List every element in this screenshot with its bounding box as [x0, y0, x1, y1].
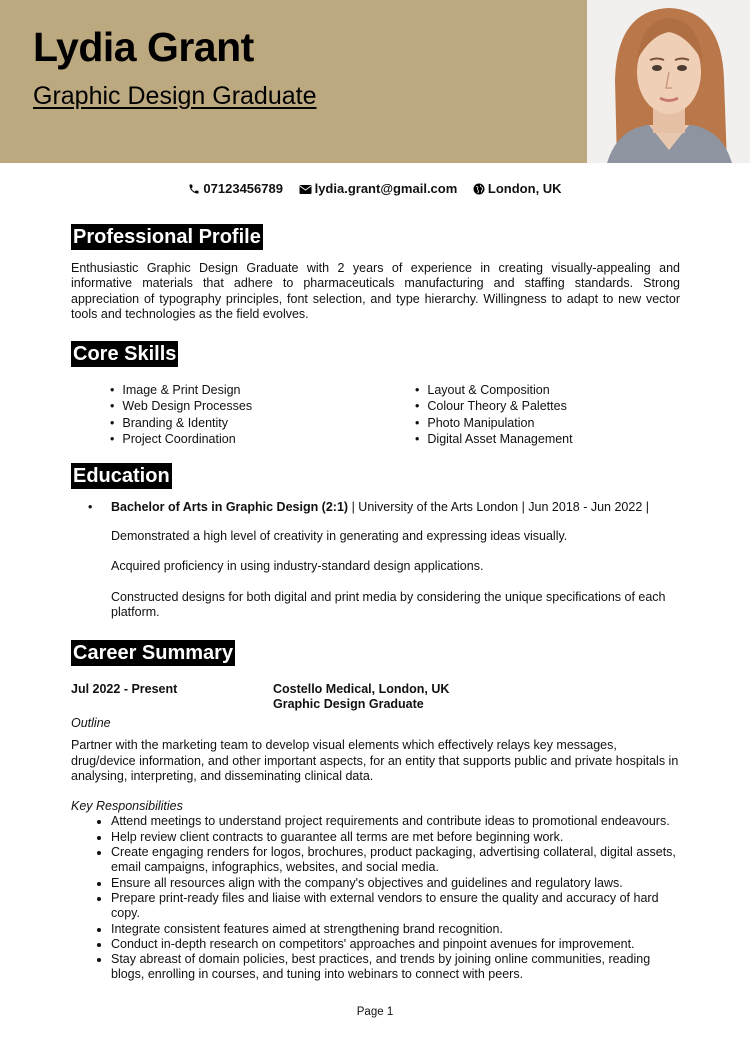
skill-item: • Project Coordination [110, 431, 252, 447]
skill-item: • Web Design Processes [110, 398, 252, 414]
profile-heading: Professional Profile [73, 226, 261, 248]
phone-text: 07123456789 [203, 181, 283, 196]
phone-icon [188, 183, 200, 195]
location-text: London, UK [487, 181, 562, 196]
profile-text: Enthusiastic Graphic Design Graduate with 2 years of experience in creating visually-appealing and informative materials that adhere to pharmaceuticals manufacturing and staffing standards. Strong appreciation of typography principles, font selection, and type hierarchy. Willingness to adapt to new vector tools and technologies as the field evolves. [71, 261, 680, 321]
job-dates: Jul 2022 - Present [71, 682, 178, 696]
skill-item: • Photo Manipulation [415, 415, 573, 431]
job-company: Costello Medical, London, UK [273, 682, 450, 696]
career-heading: Career Summary [73, 642, 234, 664]
responsibility-item: • Prepare print-ready files and liaise with external vendors to ensure the quality and accuracy of hard copy. [111, 891, 683, 922]
skills-list-left [110, 382, 252, 447]
education-entry [88, 500, 688, 620]
email-text: lydia.grant@gmail.com [314, 181, 458, 196]
education-points [111, 529, 688, 620]
career-section [71, 640, 235, 666]
outline-label: Outline [71, 716, 111, 730]
career-entry [71, 682, 683, 983]
header-banner [0, 0, 587, 163]
contact-location [473, 181, 562, 196]
skill-item: • Digital Asset Management [415, 431, 573, 447]
candidate-title: Graphic Design Graduate [33, 82, 317, 110]
degree-name: Bachelor of Arts in Graphic Design (2:1) [111, 500, 349, 514]
education-heading: Education [73, 465, 170, 487]
education-title [88, 500, 688, 514]
bullet: • [88, 500, 93, 514]
page-number: Page 1 [356, 1006, 394, 1018]
skills-heading: Core Skills [73, 343, 177, 365]
responsibilities-list [71, 814, 683, 982]
candidate-name: Lydia Grant [33, 24, 254, 70]
skills-section [71, 341, 178, 367]
profile-section [71, 224, 680, 322]
education-point: Demonstrated a high level of creativity in generating and expressing ideas visually. [111, 529, 568, 543]
skill-item: • Layout & Composition [415, 382, 573, 398]
globe-icon [473, 183, 485, 195]
profile-photo [587, 0, 750, 163]
responsibility-item: • Ensure all resources align with the company's objectives and guidelines and regulatory laws. [111, 876, 683, 891]
education-section [71, 463, 172, 489]
responsibility-item: • Create engaging renders for logos, brochures, product packaging, advertising collateral, digital assets, email campaigns, infographics, websites, and social media. [111, 845, 683, 876]
skill-item: • Image & Print Design [110, 382, 252, 398]
skill-item: • Branding & Identity [110, 415, 252, 431]
responsibility-item: • Conduct in-depth research on competitors' approaches and pinpoint avenues for improvement. [111, 937, 683, 952]
contact-email[interactable] [299, 181, 461, 196]
job-position: Graphic Design Graduate [273, 697, 424, 711]
skills-list-right [415, 382, 573, 447]
responsibilities-label: Key Responsibilities [71, 799, 183, 814]
responsibility-item: • Help review client contracts to guarantee all terms are met before beginning work. [111, 830, 683, 845]
responsibility-item: • Attend meetings to understand project requirements and contribute ideas to promotional endeavours. [111, 814, 683, 829]
degree-details: | University of the Arts London | Jun 2018 - Jun 2022 | [348, 500, 649, 514]
responsibility-item: • Integrate consistent features aimed at strengthening brand recognition. [111, 922, 683, 937]
outline-text: Partner with the marketing team to develop visual elements which effectively relays key messages, drug/device information, and other important aspects, for an entity that supports public and private hospitals in analysing, interpreting, and disseminating clinical data. [71, 738, 679, 783]
envelope-icon [299, 184, 312, 195]
responsibility-item: • Stay abreast of domain policies, best practices, and trends by joining online communities, reading blogs, enrolling in courses, and tuning into webinars to connect with peers. [111, 952, 683, 983]
contact-bar [0, 181, 750, 196]
education-point: Constructed designs for both digital and print media by considering the unique specifications of each platform. [111, 589, 666, 619]
contact-phone[interactable] [188, 181, 286, 196]
skill-item: • Colour Theory & Palettes [415, 398, 573, 414]
education-point: Acquired proficiency in using industry-standard design applications. [111, 559, 484, 574]
